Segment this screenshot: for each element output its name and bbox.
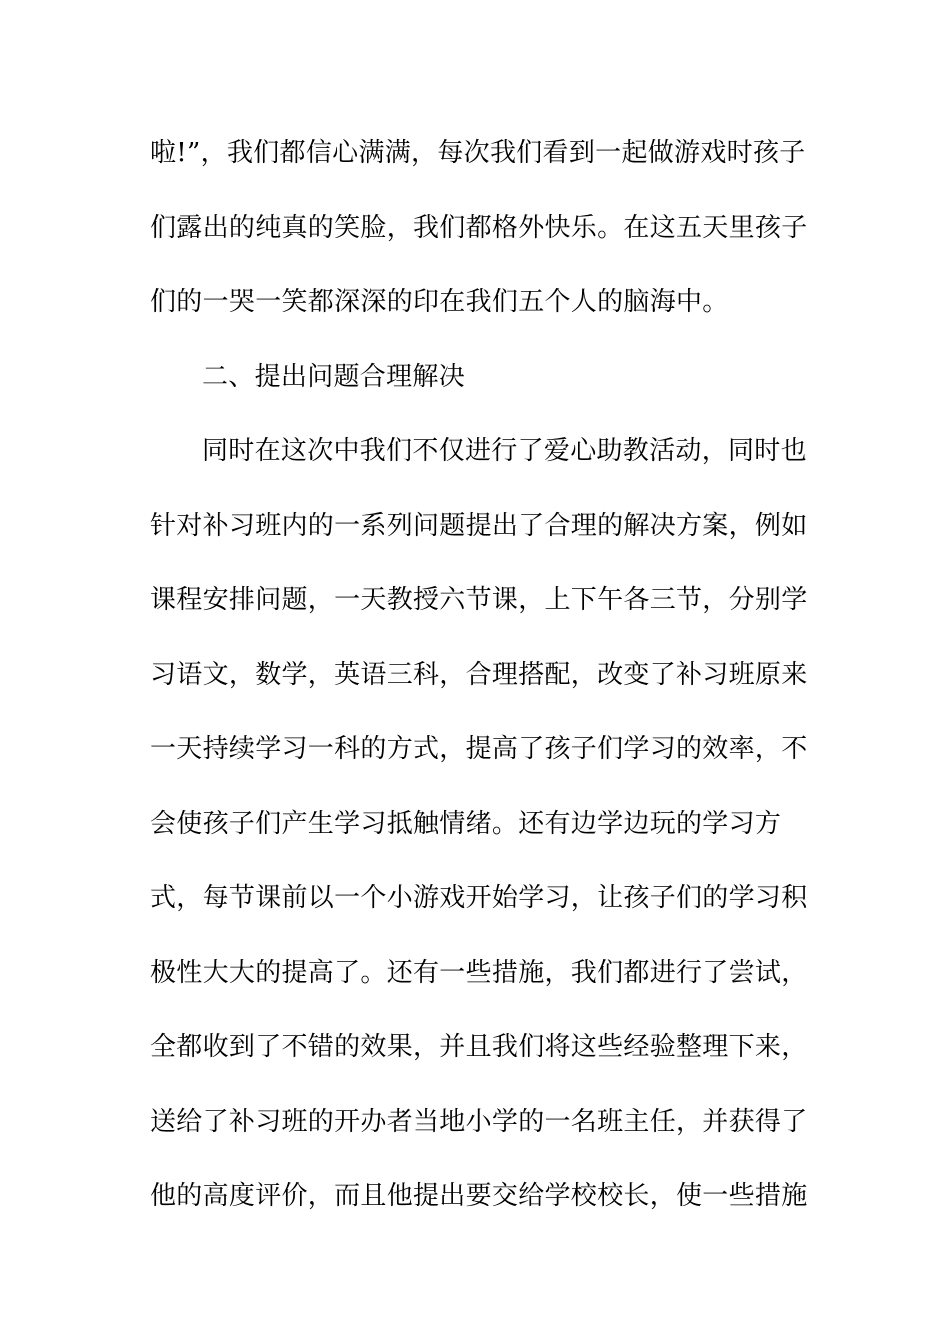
section-heading: 二、提出问题合理解决 bbox=[202, 361, 466, 392]
text-line: 们的一哭一笑都深深的印在我们五个人的脑海中。 bbox=[150, 287, 729, 317]
text-line: 全都收到了不错的效果，并且我们将这些经验整理下来， bbox=[150, 1032, 808, 1062]
text-line: 一天持续学习一科的方式，提高了孩子们学习的效率，不 bbox=[150, 734, 808, 764]
text-line: 极性大大的提高了。还有一些措施，我们都进行了尝试， bbox=[150, 957, 808, 988]
text-line: 送给了补习班的开办者当地小学的一名班主任，并获得了 bbox=[150, 1106, 808, 1137]
text-line: 会使孩子们产生学习抵触情绪。还有边学边玩的学习方 bbox=[150, 808, 782, 839]
text-line: 同时在这次中我们不仅进行了爱心助教活动，同时也 bbox=[202, 436, 807, 466]
text-line: 啦!”，我们都信心满满，每次我们看到一起做游戏时孩子 bbox=[150, 138, 806, 168]
body-text bbox=[150, 128, 810, 1246]
text-line: 式，每节课前以一个小游戏开始学习，让孩子们的学习积 bbox=[150, 883, 808, 913]
text-line: 习语文，数学，英语三科，合理搭配，改变了补习班原来 bbox=[150, 659, 808, 690]
text-line: 课程安排问题，一天教授六节课，上下午各三节，分别学 bbox=[150, 585, 808, 615]
text-line: 他的高度评价，而且他提出要交给学校校长，使一些措施 bbox=[150, 1181, 808, 1211]
text-line: 们露出的纯真的笑脸，我们都格外快乐。在这五天里孩子 bbox=[150, 212, 808, 243]
text-line: 针对补习班内的一系列问题提出了合理的解决方案，例如 bbox=[150, 510, 808, 541]
